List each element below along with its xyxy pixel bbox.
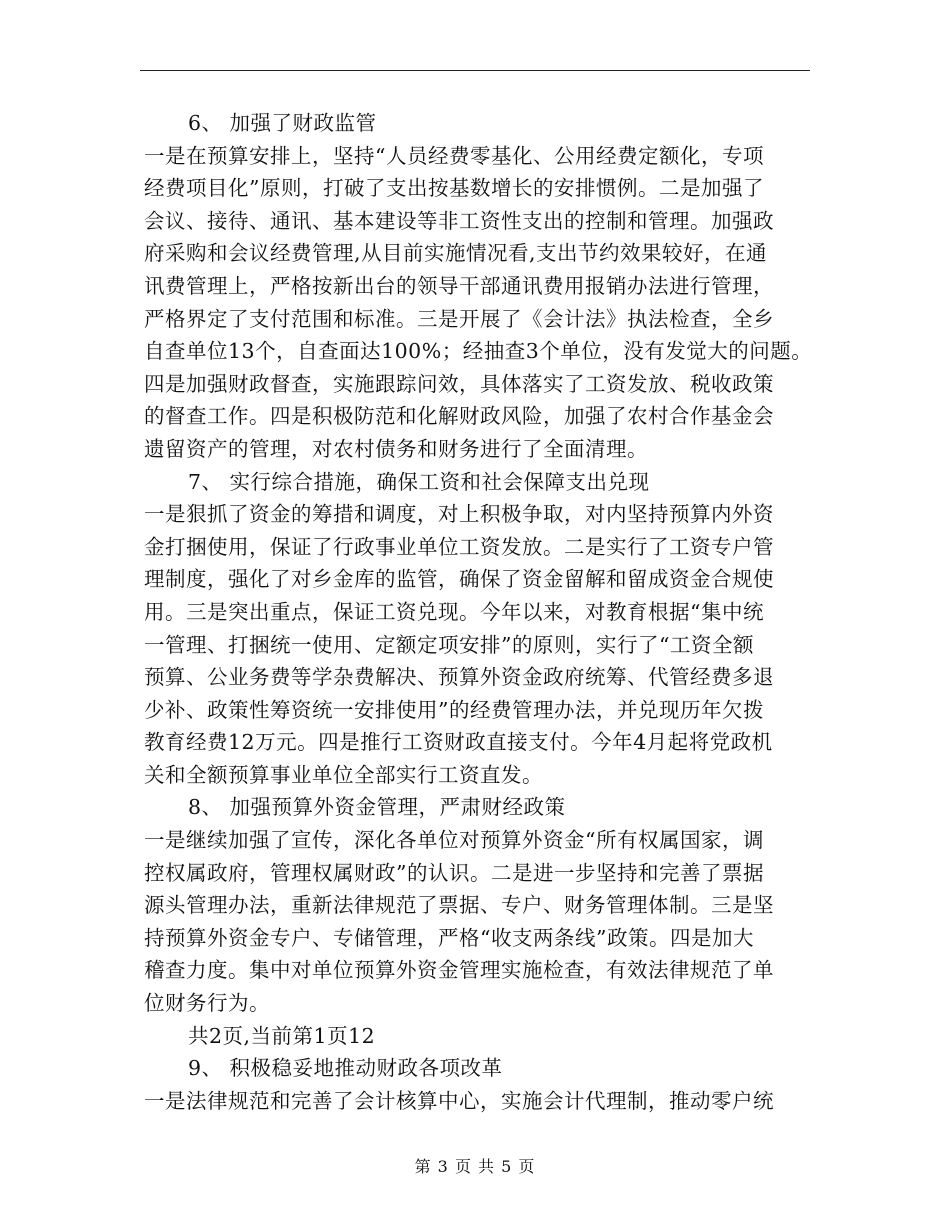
paragraph-line: 一是在预算安排上，坚持“人员经费零基化、公用经费定额化，专项 [144,143,764,168]
paragraph-line: 关和全额预算事业单位全部实行工资直发。 [144,762,543,787]
paragraph-line: 稽查力度。集中对单位预算外资金管理实施检查，有效法律规范了单 [144,958,774,983]
section-heading: 8、 加强预算外资金管理，严肃财经政策 [188,795,566,820]
paragraph-line: 少补、政策性筹资统一安排使用”的经费管理办法，并兑现历年欠拨 [144,697,764,722]
section-heading: 9、 积极稳妥地推动财政各项改革 [188,1056,503,1081]
page-footer: 第 3 页 共 5 页 [414,1157,536,1176]
paragraph-line: 府采购和会议经费管理,从目前实施情况看,支出节约效果较好，在通 [144,241,768,266]
paragraph-line: 一是继续加强了宣传，深化各单位对预算外资金“所有权属国家，调 [144,828,764,853]
paragraph-line: 控权属政府，管理权属财政”的认识。二是进一步坚持和完善了票据 [144,860,764,885]
section-heading: 共2页,当前第1页12 [188,1023,376,1048]
paragraph-line: 一是法律规范和完善了会计核算中心，实施会计代理制，推动零户统 [144,1088,774,1113]
paragraph-line: 经费项目化”原则，打破了支出按基数增长的安排惯例。二是加强了 [144,176,764,201]
paragraph-line: 的督查工作。四是积极防范和化解财政风险，加强了农村合作基金会 [144,404,774,429]
paragraph-line: 源头管理办法，重新法律规范了票据、专户、财务管理体制。三是坚 [144,893,774,918]
paragraph-line: 自查单位13个，自查面达100%；经抽查3个单位，没有发觉大的问题。 [144,339,813,364]
paragraph-line: 理制度，强化了对乡金库的监管，确保了资金留解和留成资金合规使 [144,567,774,592]
section-heading: 6、 加强了财政监管 [188,111,377,135]
paragraph-line: 持预算外资金专户、专储管理，严格“收支两条线”政策。四是加大 [144,925,754,950]
paragraph-line: 讯费管理上，严格按新出台的领导干部通讯费用报销办法进行管理， [144,273,774,298]
paragraph-line: 遗留资产的管理，对农村债务和财务进行了全面清理。 [144,436,648,461]
document-body [144,107,813,1117]
paragraph-line: 用。三是突出重点，保证工资兑现。今年以来，对教育根据“集中统 [144,599,764,624]
paragraph-line: 一是狠抓了资金的筹措和调度，对上积极争取，对内坚持预算内外资 [144,502,774,527]
section-heading: 7、 实行综合措施，确保工资和社会保障支出兑现 [188,469,650,494]
paragraph-line: 教育经费12万元。四是推行工资财政直接支付。今年4月起将党政机 [144,730,773,755]
paragraph-line: 预算、公业务费等学杂费解决、预算外资金政府统筹、代管经费多退 [144,665,774,690]
paragraph-line: 金打捆使用，保证了行政事业单位工资发放。二是实行了工资专户管 [144,534,774,559]
header-rule [140,70,810,71]
paragraph-line: 位财务行为。 [144,991,270,1016]
paragraph-line: 严格界定了支付范围和标准。三是开展了《会计法》执法检查，全乡 [144,306,774,331]
paragraph-line: 四是加强财政督查，实施跟踪问效，具体落实了工资发放、税收政策 [144,371,774,396]
paragraph-line: 会议、接待、通讯、基本建设等非工资性支出的控制和管理。加强政 [144,208,774,233]
paragraph-line: 一管理、打捆统一使用、定额定项安排”的原则，实行了“工资全额 [144,632,754,657]
